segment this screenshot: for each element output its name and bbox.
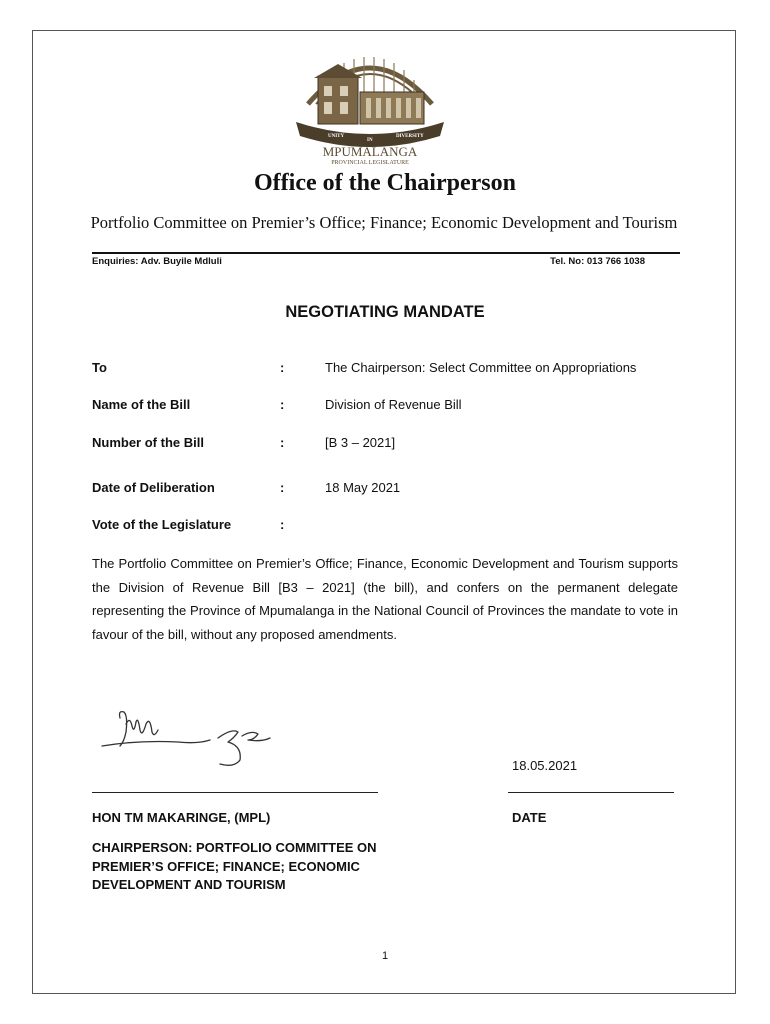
legislature-logo	[290, 40, 450, 170]
field-value-deliberation-date: 18 May 2021	[325, 480, 401, 495]
field-value-to: The Chairperson: Select Committee on Appropriations	[325, 360, 637, 375]
mandate-paragraph: The Portfolio Committee on Premier’s Office; Finance, Economic Development and Tourism supports the Division of Revenue Bill [B3 – 2021] (the bill), and confers on the permanent delegate representing the Province of Mpumalanga in the National Council of Provinces the mandate to vote in favour of the bill, without any proposed amendments.	[92, 556, 678, 642]
document-heading: NEGOTIATING MANDATE	[285, 303, 485, 321]
field-value-bill-number: [B 3 – 2021]	[325, 435, 396, 450]
field-colon: :	[280, 517, 285, 532]
banner-text-in: IN	[367, 138, 373, 143]
telephone-text: Tel. No: 013 766 1038	[550, 256, 645, 267]
field-value-bill-name: Division of Revenue Bill	[325, 397, 462, 412]
signatory-title: CHAIRPERSON: PORTFOLIO COMMITTEE ON PREMIER’S OFFICE; FINANCE; ECONOMIC DEVELOPMENT AND TOURISM	[92, 840, 377, 892]
signature-line	[92, 792, 378, 793]
date-label: DATE	[512, 810, 547, 825]
page-number: 1	[381, 950, 389, 962]
field-label-deliberation-date: Date of Deliberation	[92, 480, 215, 495]
field-label-bill-number: Number of the Bill	[92, 435, 204, 450]
field-colon: :	[280, 480, 285, 495]
field-label-bill-name: Name of the Bill	[92, 397, 191, 412]
signature-date: 18.05.2021	[512, 758, 578, 773]
enquiries-text: Enquiries: Adv. Buyile Mdluli	[92, 256, 222, 267]
banner-text-unity: UNITY	[328, 134, 345, 139]
field-label-to: To	[92, 360, 107, 375]
signatory-name: HON TM MAKARINGE, (MPL)	[92, 810, 271, 825]
banner-text-diversity: DIVERSITY	[396, 134, 424, 139]
office-title: Office of the Chairperson	[254, 170, 516, 196]
date-line	[508, 792, 674, 793]
logo-subname: PROVINCIAL LEGISLATURE	[331, 160, 409, 166]
field-colon: :	[280, 435, 285, 450]
logo-name: MPUMALANGA	[322, 144, 418, 159]
handwritten-signature	[98, 702, 298, 774]
field-colon: :	[280, 360, 285, 375]
field-colon: :	[280, 397, 285, 412]
field-label-vote: Vote of the Legislature	[92, 517, 232, 532]
header-rule	[92, 252, 680, 254]
committee-subtitle: Portfolio Committee on Premier’s Office; Finance; Economic Development and Tourism	[90, 213, 678, 232]
